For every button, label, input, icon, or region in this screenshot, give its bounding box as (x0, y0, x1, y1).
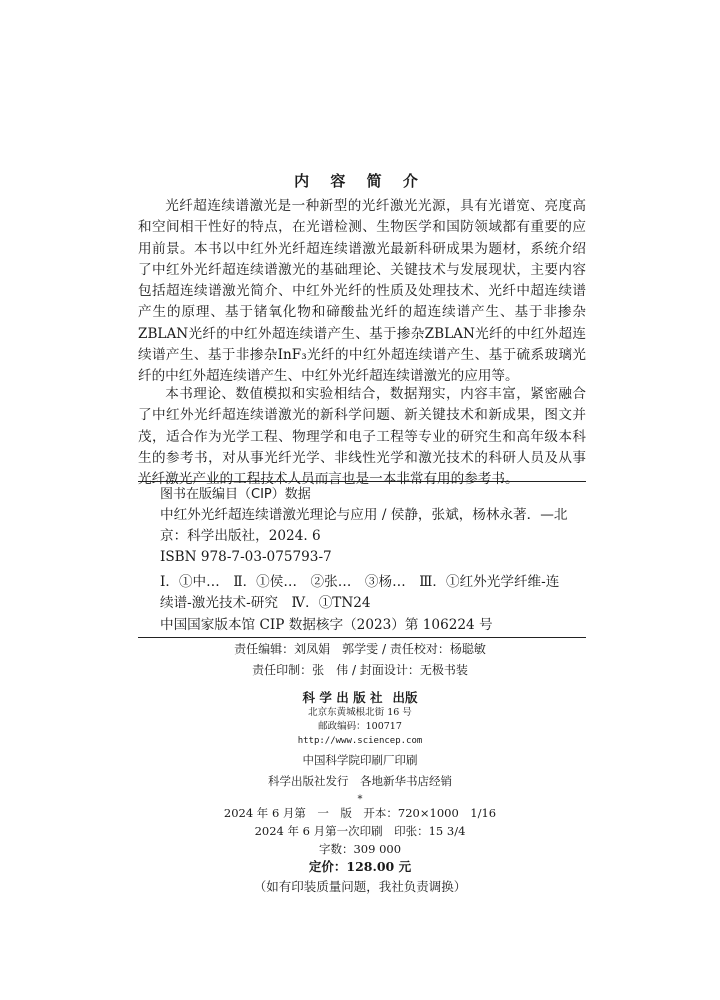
publisher-name: 科 学 出 版 社 (302, 690, 383, 705)
cip-classification: Ⅰ．①中… Ⅱ．①侯… ②张… ③杨… Ⅲ．①红外光学纤维-连续谱-激光技术-研究 Ⅳ．①TN24 (160, 574, 560, 611)
publisher-website: http://www.sciencep.com (297, 736, 423, 746)
word-count: 字数：309 000 (318, 842, 402, 856)
cip-isbn: ISBN 978-7-03-075793-7 (160, 549, 332, 565)
editors-line: 责任编辑：刘凤娟 郭学雯 / 责任校对：杨聪敏 (234, 642, 486, 656)
cip-heading: 图书在版编目（CIP）数据 (160, 487, 311, 502)
replacement-note: （如有印装质量问题，我社负责调换） (253, 879, 467, 894)
cip-bottom-rule (138, 637, 586, 638)
summary-title: 内 容 简 介 (294, 172, 426, 190)
printer-line: 中国科学院印刷厂印刷 (302, 753, 418, 767)
publisher-line (0, 688, 720, 706)
cip-bibliographic-entry: 中红外光纤超连续谱激光理论与应用 / 侯静，张斌，杨林永著．—北京：科学出版社，2024. 6 (160, 507, 568, 544)
publisher-suffix: 出版 (392, 690, 418, 705)
star-separator: * (357, 794, 363, 805)
summary-paragraph-1: 光纤超连续谱激光是一种新型的光纤激光光源，具有光谱宽、亮度高和空间相干性好的特点，在光谱检测、生物医学和国防领域都有重要的应用前景。本书以中红外光纤超连续谱激光最新科研成果为题材，系统介绍了中红外光纤超连续谱激光的基础理论、关键技术与发展现状，主要内容包括超连续谱激光简介、中红外光纤的性质及处理技术、光纤中超连续谱产生的原理、基于锗氧化物和碲酸盐光纤的超连续谱产生、基于非掺杂ZBLAN光纤的中红外超连续谱产生、基于掺杂ZBLAN光纤的中红外超连续谱产生、基于非掺杂InF₃光纤的中红外超连续谱产生、基于硫系玻璃光纤的中红外超连续谱产生、中红外光纤超连续谱激光的应用等。 (138, 198, 586, 385)
cip-top-rule (138, 481, 586, 482)
cip-record-number: 中国国家版本馆 CIP 数据核字（2023）第 106224 号 (160, 617, 493, 633)
summary-paragraph-2: 本书理论、数值模拟和实验相结合，数据翔实，内容丰富，紧密融合了中红外光纤超连续谱激光的新科学问题、新关键技术和新成果，图文并茂，适合作为光学工程、物理学和电子工程等专业的研究生和高年级本科生的参考书，对从事光纤光学、非线性光学和激光技术的科研人员及从事光纤激光产业的工程技术人员而言也是一本非常有用的参考书。 (138, 386, 586, 488)
publisher-address: 北京东黄城根北街 16 号 (308, 707, 412, 718)
print-design-line: 责任印制：张 伟 / 封面设计：无极书装 (252, 663, 468, 677)
price: 定价：128.00 元 (308, 859, 412, 874)
edition-line: 2024 年 6 月第 一 版 开本：720×1000 1/16 (223, 806, 497, 820)
distribution-line: 科学出版社发行 各地新华书店经销 (268, 774, 452, 788)
publisher-postcode: 邮政编码：100717 (318, 721, 402, 732)
printing-line: 2024 年 6 月第一次印刷 印张：15 3/4 (254, 824, 466, 838)
